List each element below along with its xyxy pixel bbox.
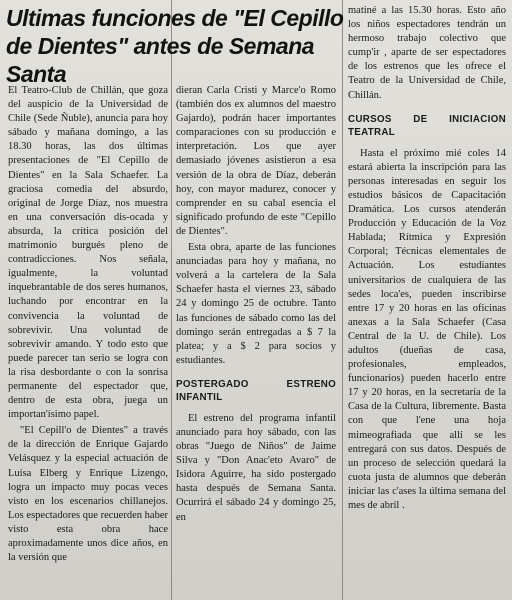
section-subhead-cursos: CURSOS DE INICIACION TEATRAL xyxy=(348,113,506,138)
section-subhead-estreno: POSTERGADO ESTRENO INFANTIL xyxy=(176,378,336,403)
paragraph: dieran Carla Cristi y Marce'o Romo (también dos ex alumnos del maestro Gajardo), podrán hacer importantes comparaciones con su producción e interpretación. Los que ayer demasiado jóvenes asistieron a esa versión de la obra de Díaz, deberán hoy, con mayor madurez, conocer y comprender en su cabal esencia el significado profundo de este "Cepillo de Dientes". xyxy=(176,85,336,237)
paragraph: "El Cepill'o de Dientes" a través de la dirección de Enrique Gajardo Velásquez y la especial actuación de Luisa Elberg y Enrique Lizengo, logra un impacto muy pocas veces visto en los escenarios chillanejos. Los espectadores que recuerden haber visto esta obra hace aproximadamente unos dice años, en la versión que xyxy=(8,425,168,564)
paragraph: Hasta el próximo mié coles 14 estará abierta la inscripción para las personas interesadas en seguir los estudios básicos de Capacitación Dramática. Los cursos atenderán Producción y Educación de la Voz Hablada; Rítmica y Expresión Corporal; Técnicas elementales de Actuación. Los estudiantes universitarios de cualquiera de las sedes loca'es, pueden inscribirse entre 17 y 20 horas en las oficinas anexas a la Sala Schaefer (Casa Central de la U. de Chile). Los adultos (dueñas de casa, profesionales, empleados, funcionarios) pueden hacerlo entre 17 y 20 horas, en la secretaría de la Casa de la Cultura, libremente. Basta con que l'ene una hoja mimeografiada que allí se les entregará con sus datos. Después de un proceso de selección quedará la cuota justa de alumnos que deberán iniciar las c'ases la última semana del mes de abril . xyxy=(348,147,506,511)
article-headline: Ultimas funciones de "El Cepillo de Dientes" antes de Semana Santa xyxy=(6,5,344,87)
paragraph: Esta obra, aparte de las funciones anunciadas para hoy y mañana, no volverá a la cartelera de la Sala Schaefer hasta el viernes 23, sábado 24 y domingo 25 de octubre. Tanto las funciones de sábado como las del domingo serán entregadas a $ 7 la platea; y a $ 2 para socios y estudiantes. xyxy=(176,242,336,366)
article-column-2 xyxy=(176,84,336,527)
paragraph: matiné a las 15.30 horas. Esto año los niños espectadores tendrán un hermoso trabajo colectivo que cump'ir , aparte de ser espectadores de los estrenos que les ofrece el Teatro de la Universidad de Chile, Chillán. xyxy=(348,5,506,101)
article-column-3 xyxy=(348,4,506,515)
column-rule xyxy=(342,0,343,600)
column-rule xyxy=(171,0,172,600)
article-column-1 xyxy=(8,84,168,567)
paragraph: El estreno del programa infantil anunciado para hoy sábado, con las obras "Juego de Niños" de Jaime Silva y "Don Anac'eto Avaro" de Isidora Aguirre, ha sido postergado hasta después de Semana Santa. Ocurrirá el sábado 24 y domingo 25, en xyxy=(176,412,336,523)
paragraph: El Teatro-Club de Chillán, que goza del auspicio de la Universidad de Chile (Sede Ñuble), anuncia para hoy sábado y mañana domingo, a las 18.30 horas, las dos últimas presentaciones de "El Cepillo de Dientes" en la Sala Schaefer. La graciosa comedia del absurdo, original de Jorge Díaz, nos muestra en una conversación dis-ocada y absurda, la crítica posición del matrimonio burgués pleno de contradicciones. Nos señala, igualmente, la voluntad inquebrantable de dos seres humanos, luchando por encontrar en la convivencia la voluntad de sobrevivir. Una voluntad de sobrevivir amando. Y todo esto que puede parecer tan serio se logra con la risa desbordante o con la sonrisa permanente del espectador que, dentro de esta obra, juega un importan'ísimo papel. xyxy=(8,85,168,421)
